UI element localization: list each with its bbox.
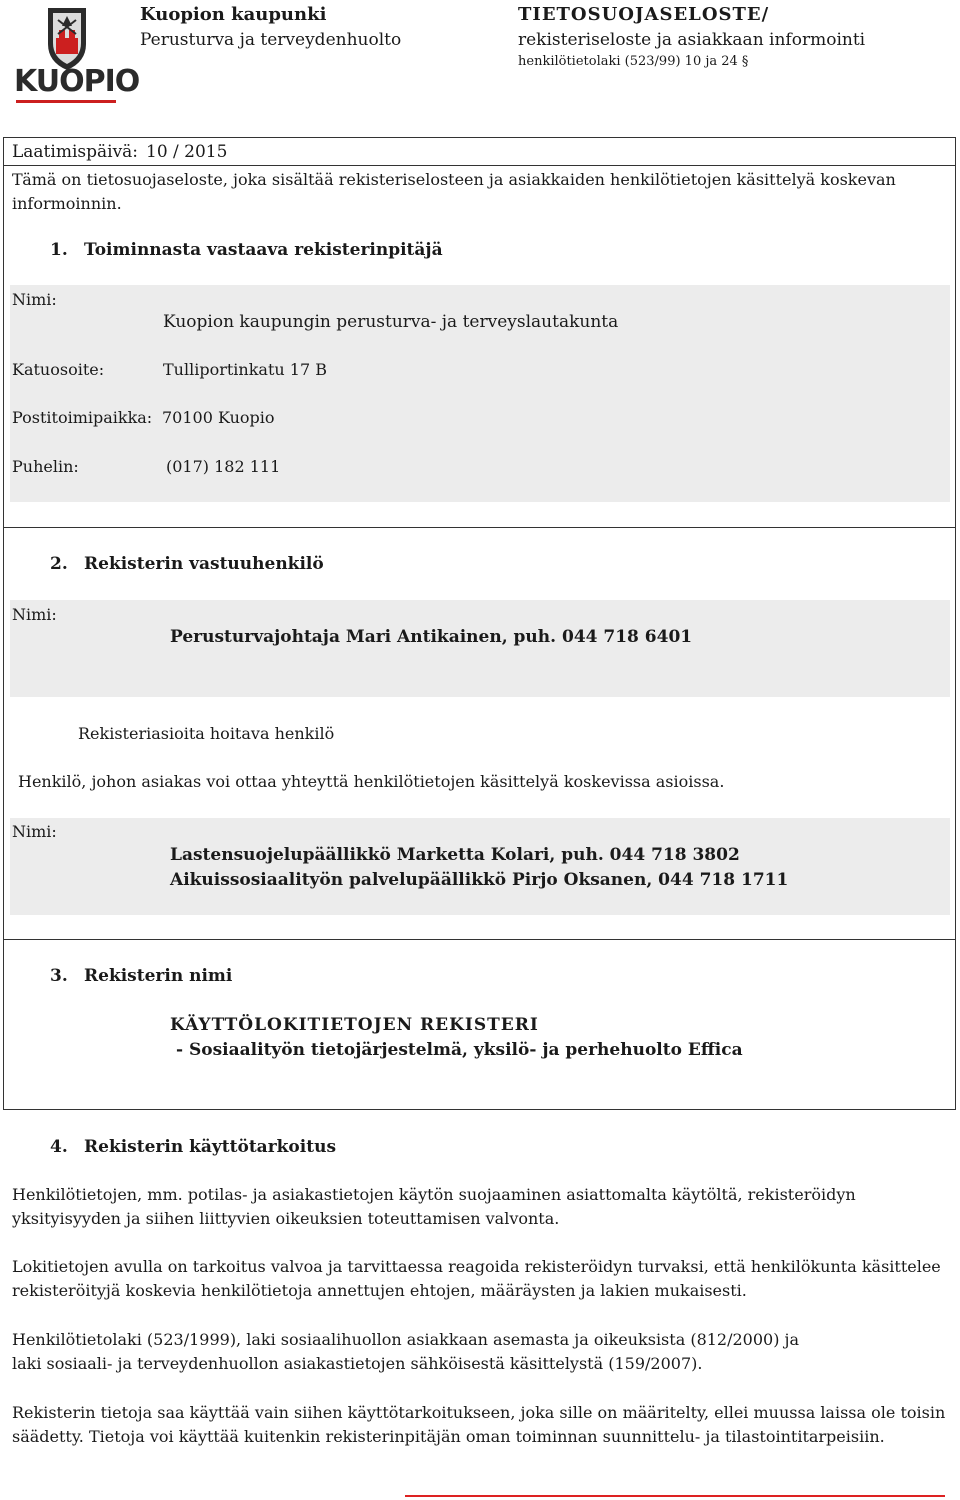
s1-street-label: Katuosoite: (12, 360, 105, 379)
s2-contact-2: Aikuissosiaalityön palvelupäällikkö Pirjo Oksanen, 044 718 1711 (170, 870, 789, 890)
s2-sub-text: Henkilö, johon asiakas voi ottaa yhteyttä henkilötietojen käsittelyä koskevissa asioissa. (18, 772, 725, 791)
intro-line-2: informoinnin. (12, 194, 122, 213)
logo-underline (16, 100, 116, 103)
s4-p4-line1: Rekisterin tietoja saa käyttää vain siihen käyttötarkoitukseen, joka sille on määritelty, ellei muussa laissa ole toisin (12, 1403, 946, 1422)
divider-section2 (3, 527, 956, 528)
date-label: Laatimispäivä: (12, 142, 139, 162)
logo-wordmark: KUOPIO (14, 64, 140, 99)
s4-p2-line2: rekisteröityjä koskevia henkilötietoja annettujen ehtojen, määräysten ja lakien mukaisesti. (12, 1281, 747, 1300)
s1-name-label: Nimi: (12, 290, 57, 309)
s4-p2-line1: Lokitietojen avulla on tarkoitus valvoa ja tarvittaessa reagoida rekisteröidyn turvaksi, että henkilökunta käsittelee (12, 1257, 941, 1276)
section3-number: 3. (50, 966, 68, 986)
s2-sub-name-label: Nimi: (12, 822, 57, 841)
s1-name-value: Kuopion kaupungin perusturva- ja terveyslautakunta (163, 312, 619, 332)
section4-number: 4. (50, 1137, 68, 1157)
section2-number: 2. (50, 554, 68, 574)
s4-p3-line1: Henkilötietolaki (523/1999), laki sosiaalihuollon asiakkaan asemasta ja oikeuksista (812/2000) ja (12, 1330, 800, 1349)
divider-section3 (3, 939, 956, 940)
kuopio-logo (12, 4, 140, 106)
s4-p4-line2: säädetty. Tietoja voi käyttää kuitenkin rekisterinpitäjän oman toiminnan suunnittelu- ja tilastointitarpeisiin. (12, 1427, 885, 1446)
s1-phone-label: Puhelin: (12, 457, 79, 476)
s1-post-label: Postitoimipaikka: (12, 408, 153, 427)
register-sub: - Sosiaalityön tietojärjestelmä, yksilö- ja perhehuolto Effica (176, 1040, 743, 1060)
section1-number: 1. (50, 240, 68, 260)
s4-p3-line2: laki sosiaali- ja terveydenhuollon asiakastietojen sähköisestä käsittelystä (159/2007). (12, 1354, 703, 1373)
section4-title: Rekisterin käyttötarkoitus (84, 1137, 337, 1157)
s4-p1-line1: Henkilötietojen, mm. potilas- ja asiakastietojen käytön suojaaminen asiattomalta käytöltä, rekisteröidyn (12, 1185, 856, 1204)
date-value: 10 / 2015 (146, 142, 228, 162)
section3-title: Rekisterin nimi (84, 966, 233, 986)
s1-phone-value: (017) 182 111 (166, 457, 281, 476)
section1-title: Toiminnasta vastaava rekisterinpitäjä (84, 240, 443, 260)
s1-street-value: Tulliportinkatu 17 B (163, 360, 327, 379)
s2-contact-fields (10, 818, 950, 915)
s2-name-value: Perusturvajohtaja Mari Antikainen, puh. 044 718 6401 (170, 627, 693, 647)
s2-sub-title: Rekisteriasioita hoitava henkilö (78, 724, 335, 743)
intro-line-1: Tämä on tietosuojaseloste, joka sisältää rekisteriselosteen ja asiakkaiden henkilötietojen käsittelyä koskevan (12, 170, 896, 189)
org-name: Kuopion kaupunki (140, 4, 327, 25)
doc-subtitle: rekisteriseloste ja asiakkaan informointi (518, 30, 866, 50)
s2-contact-1: Lastensuojelupäällikkö Marketta Kolari, puh. 044 718 3802 (170, 845, 740, 865)
s2-name-label: Nimi: (12, 605, 57, 624)
section2-fields (10, 600, 950, 697)
section2-title: Rekisterin vastuuhenkilö (84, 554, 324, 574)
doc-law: henkilötietolaki (523/99) 10 ja 24 § (518, 54, 749, 69)
s1-post-value: 70100 Kuopio (162, 408, 275, 427)
org-unit: Perusturva ja terveydenhuolto (140, 30, 402, 50)
divider-date (3, 165, 956, 166)
register-name: KÄYTTÖLOKITIETOJEN REKISTERI (170, 1015, 539, 1035)
s4-p1-line2: yksityisyyden ja siihen liittyvien oikeuksien toteuttamisen valvonta. (12, 1209, 560, 1228)
footer-accent-line (405, 1495, 945, 1497)
doc-title: TIETOSUOJASELOSTE/ (518, 4, 770, 25)
